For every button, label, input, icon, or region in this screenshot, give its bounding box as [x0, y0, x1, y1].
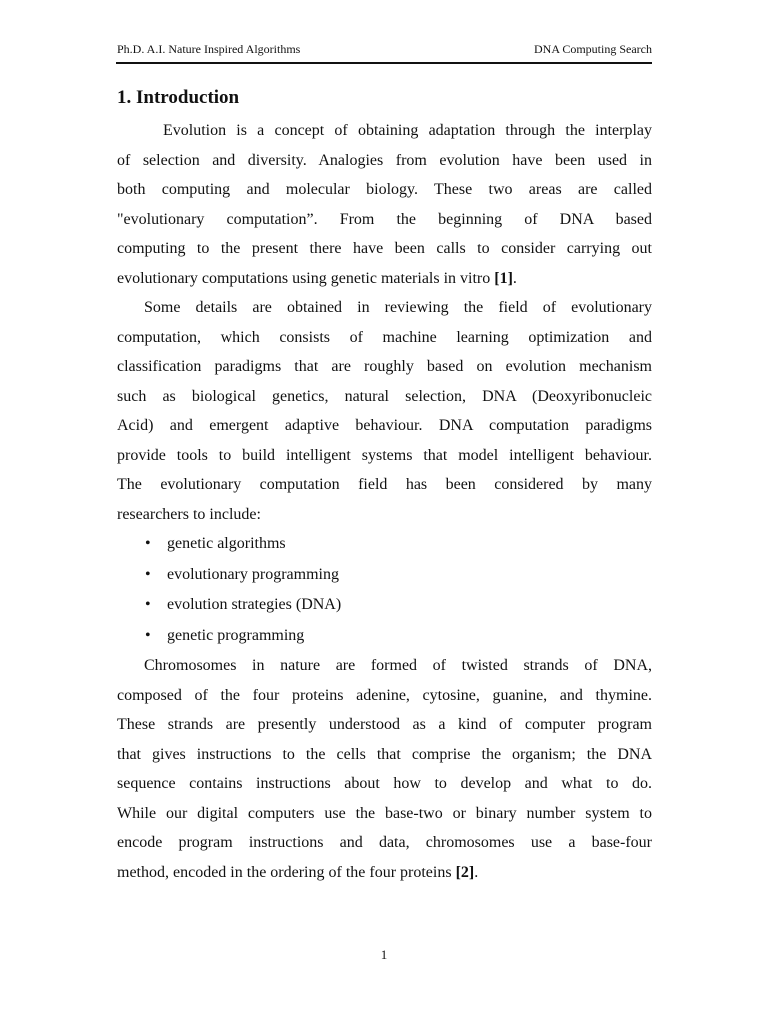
header-rule	[116, 62, 652, 64]
running-header	[117, 41, 652, 61]
text-line: researchers to include:	[117, 505, 261, 523]
text-line: computation, which consists of machine learning optimization and	[117, 328, 652, 346]
section-heading: 1. Introduction	[117, 87, 240, 108]
page-number: 1	[380, 947, 388, 962]
text-line: encode program instructions and data, chromosomes use a base-four	[117, 834, 652, 851]
text-line: Acid) and emergent adaptive behaviour. DNA computation paradigms	[117, 417, 652, 434]
bullet-icon: •	[145, 535, 151, 552]
text-line: both computing and molecular biology. These two areas are called	[117, 181, 652, 198]
paragraph-intro	[117, 116, 652, 293]
bullet-list	[117, 529, 652, 651]
text-line: Evolution is a concept of obtaining adaptation through the interplay	[163, 122, 652, 139]
paragraph-evolutionary-computation	[117, 293, 652, 529]
list-item: • genetic programming	[117, 621, 652, 652]
citation: [2]	[455, 863, 475, 881]
text-line: classification paradigms that are roughly based on evolution mechanism	[117, 358, 652, 375]
text-line: of selection and diversity. Analogies from evolution have been used in	[117, 151, 652, 169]
paragraph-chromosomes	[117, 651, 652, 887]
bullet-icon: •	[145, 596, 151, 613]
text-line: "evolutionary computation”. From the beginning of DNA based	[117, 210, 652, 228]
body-text	[117, 116, 652, 887]
text-line: sequence contains instructions about how to develop and what to do.	[117, 775, 652, 792]
text-line: composed of the four proteins adenine, cytosine, guanine, and thymine.	[117, 686, 652, 704]
text-line: that gives instructions to the cells that comprise the organism; the DNA	[117, 745, 652, 763]
text-line: Some details are obtained in reviewing the field of evolutionary	[144, 299, 652, 316]
list-item: • genetic algorithms	[117, 529, 652, 560]
bullet-icon: •	[145, 626, 151, 644]
text-line: computing to the present there have been calls to consider carrying out	[117, 240, 652, 257]
header-right-title: DNA Computing Search	[534, 42, 652, 56]
text-line: Chromosomes in nature are formed of twisted strands of DNA,	[144, 657, 652, 674]
text-line: While our digital computers use the base-two or binary number system to	[117, 804, 652, 822]
bullet-icon: •	[145, 565, 151, 583]
text-line: method, encoded in the ordering of the four proteins [2].	[117, 863, 479, 881]
text-line: provide tools to build intelligent systems that model intelligent behaviour.	[117, 446, 652, 464]
header-left-title: Ph.D. A.I. Nature Inspired Algorithms	[117, 42, 301, 56]
text-line: The evolutionary computation field has been considered by many	[117, 476, 652, 493]
list-item: • evolutionary programming	[117, 560, 652, 591]
list-item: • evolution strategies (DNA)	[117, 590, 652, 621]
citation: [1]	[494, 269, 513, 287]
text-line: evolutionary computations using genetic materials in vitro [1].	[117, 269, 517, 287]
text-line: such as biological genetics, natural selection, DNA (Deoxyribonucleic	[117, 387, 652, 405]
text-line: These strands are presently understood as a kind of computer program	[117, 716, 652, 733]
